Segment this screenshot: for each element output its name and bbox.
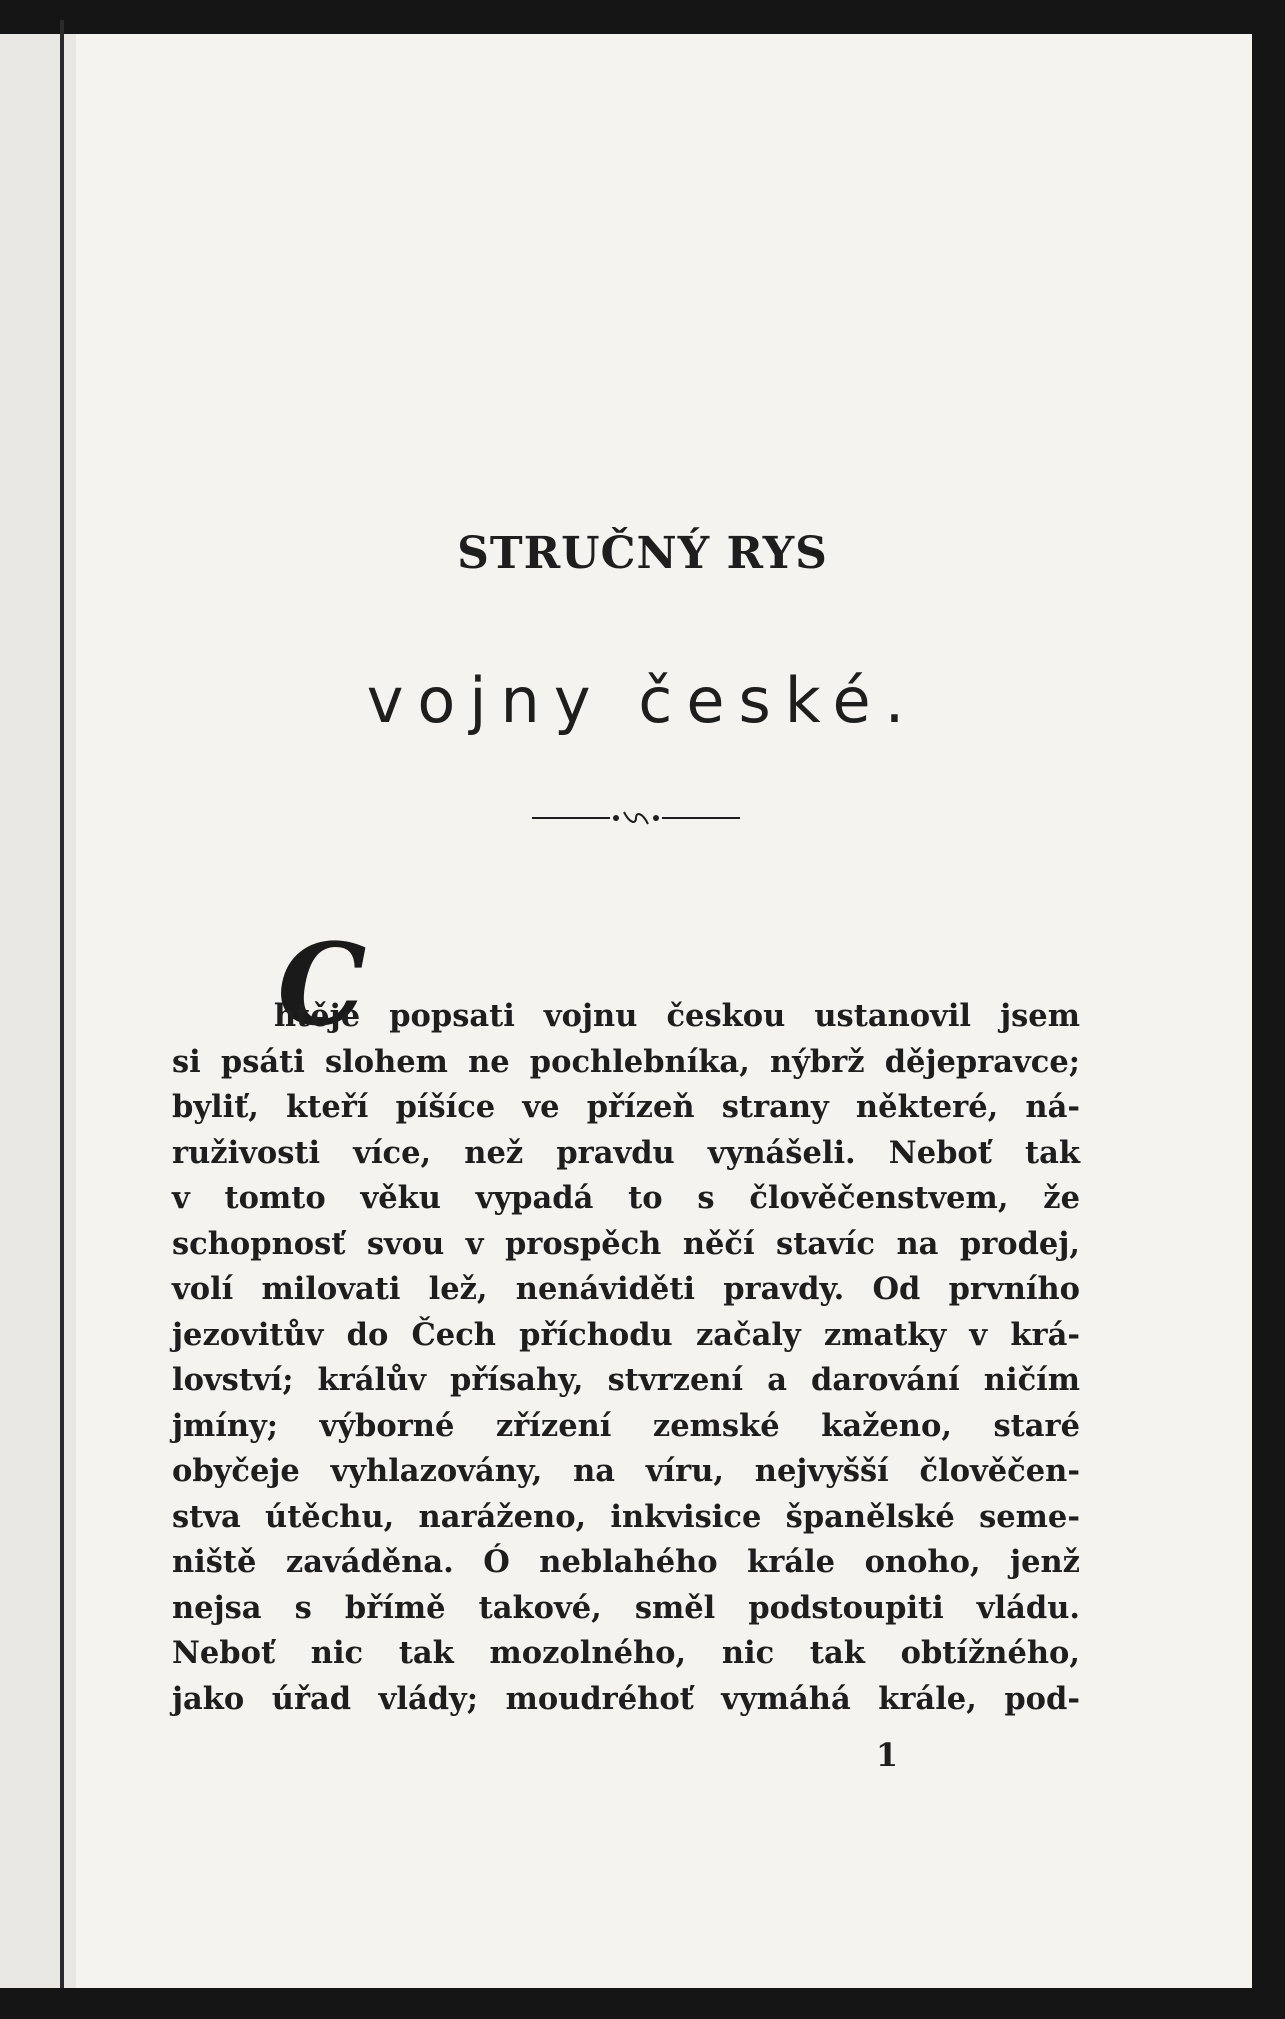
text-line: schopnosť svou v prospěch něčí stavíc na prodej, <box>172 1225 1080 1262</box>
text-line: jezovitův do Čech příchodu začaly zmatky v krá- <box>172 1316 1080 1353</box>
scan-border-bottom <box>0 1988 1285 2019</box>
text-line: obyčeje vyhlazovány, na víru, nejvyšší člověčen- <box>172 1453 1080 1489</box>
page-title: STRUČNÝ RYS <box>457 528 828 579</box>
text-line: nejsa s břímě takové, směl podstoupiti vládu. <box>172 1589 1080 1626</box>
left-margin <box>0 34 76 1988</box>
text-line: niště zaváděna. Ó neblahého krále onoho, jenž <box>172 1544 1080 1580</box>
page-number: 1 <box>875 1736 899 1774</box>
text-line: jmíny; výborné zřízení zemské kaženo, staré <box>172 1407 1080 1444</box>
text-line: si psáti slohem ne pochlebníka, nýbrž dějepravce; <box>172 1043 1080 1080</box>
scan-border-right <box>1252 0 1285 2019</box>
text-line: ruživosti více, než pravdu vynášeli. Neboť tak <box>172 1134 1080 1171</box>
drop-cap: C <box>277 920 367 1051</box>
page-subtitle: vojny české. <box>366 664 919 737</box>
text-line: htěje popsati vojnu českou ustanovil jsem <box>274 998 1080 1034</box>
text-line: byliť, kteří píšíce ve přízeň strany některé, ná- <box>172 1089 1080 1125</box>
ornament-rule <box>532 808 740 828</box>
text-line: lovství; králův přísahy, stvrzení a darování ničím <box>172 1362 1080 1398</box>
book-spine-edge <box>60 20 64 1988</box>
text-line: Neboť nic tak mozolného, nic tak obtížného, <box>172 1635 1080 1671</box>
text-line: stva útěchu, naráženo, inkvisice španělské seme- <box>172 1498 1080 1535</box>
body-paragraph <box>172 994 1080 1722</box>
scan-border-top <box>0 0 1285 34</box>
text-line: v tomto věku vypadá to s člověčenstvem, že <box>172 1180 1080 1216</box>
text-line: jako úřad vlády; moudréhoť vymáhá krále, pod- <box>172 1680 1080 1717</box>
text-line: volí milovati lež, nenáviděti pravdy. Od prvního <box>172 1271 1080 1307</box>
